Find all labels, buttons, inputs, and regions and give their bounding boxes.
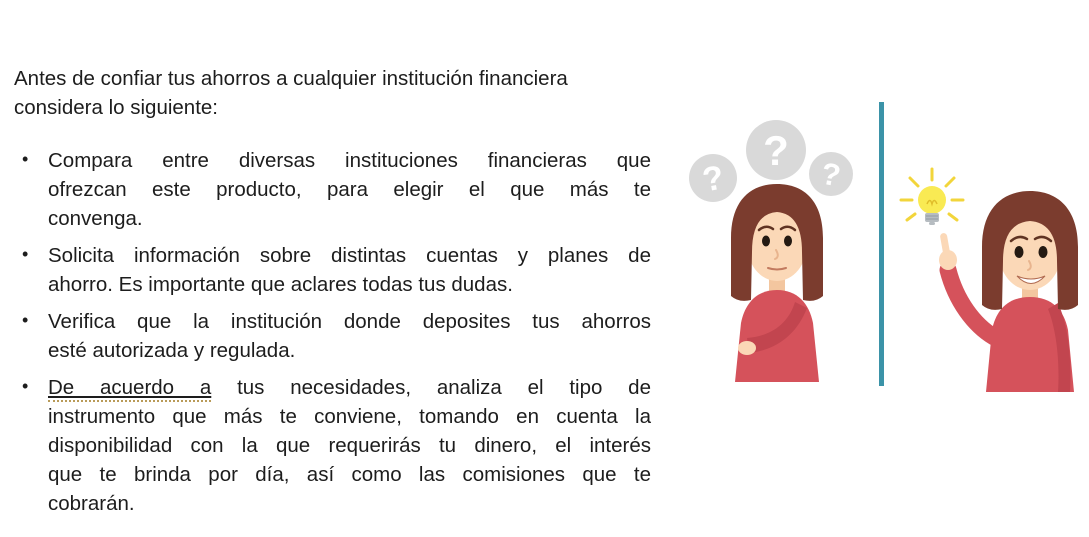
vertical-divider: [879, 102, 884, 386]
idea-woman-illustration: [890, 105, 1089, 395]
bullet-line-text: tus necesidades, analiza el tipo de: [211, 376, 651, 399]
bullet-line: instrumento que más te conviene, tomando en cuenta la: [48, 405, 651, 428]
question-mark-icon: [746, 120, 806, 180]
bullet-line: [48, 373, 651, 402]
eye: [784, 236, 792, 247]
bullet-line: esté autorizada y regulada.: [48, 339, 296, 362]
eye: [1039, 246, 1048, 258]
question-mark-icon: [809, 152, 853, 196]
question-mark-icon: [689, 154, 737, 202]
bullet-list: [14, 146, 651, 518]
svg-text:?: ?: [818, 155, 844, 194]
svg-text:?: ?: [699, 158, 727, 200]
bullet-line: convenga.: [48, 207, 143, 230]
intro-line: considera lo siguiente:: [14, 96, 218, 119]
svg-text:?: ?: [763, 127, 789, 174]
bullet-line: disponibilidad con la que requerirás tu dinero, el interés: [48, 434, 651, 457]
idea-woman-figure: [939, 191, 1078, 392]
bullet-item-verifica: [14, 307, 651, 365]
confused-woman-illustration: [685, 110, 875, 395]
lightbulb-icon: [901, 169, 963, 225]
body-text: [14, 64, 651, 526]
eye: [762, 236, 770, 247]
bullet-marker: •: [22, 244, 29, 264]
bullet-marker: •: [22, 149, 29, 169]
bullet-line: cobrarán.: [48, 492, 135, 515]
grammar-underlined-text: De acuerdo a: [48, 376, 211, 402]
bullet-marker: •: [22, 376, 29, 396]
hand: [738, 341, 756, 355]
bullet-item-compara: [14, 146, 651, 233]
eye: [1015, 246, 1024, 258]
bullet-line: ahorro. Es importante que aclares todas tus dudas.: [48, 273, 513, 296]
bullet-line: Compara entre diversas instituciones financieras que: [48, 149, 651, 172]
intro-paragraph: [14, 64, 651, 122]
bullet-item-de-acuerdo: [14, 373, 651, 518]
bullet-line: Verifica que la institución donde deposites tus ahorros: [48, 310, 651, 333]
confused-woman-figure: [731, 184, 823, 382]
intro-line: Antes de confiar tus ahorros a cualquier institución financiera: [14, 67, 568, 90]
bullet-marker: •: [22, 310, 29, 330]
bullet-item-solicita: [14, 241, 651, 299]
bullet-line: ofrezcan este producto, para elegir el que más te: [48, 178, 651, 201]
bullet-line: que te brinda por día, así como las comisiones que te: [48, 463, 651, 486]
bullet-line: Solicita información sobre distintas cuentas y planes de: [48, 244, 651, 267]
